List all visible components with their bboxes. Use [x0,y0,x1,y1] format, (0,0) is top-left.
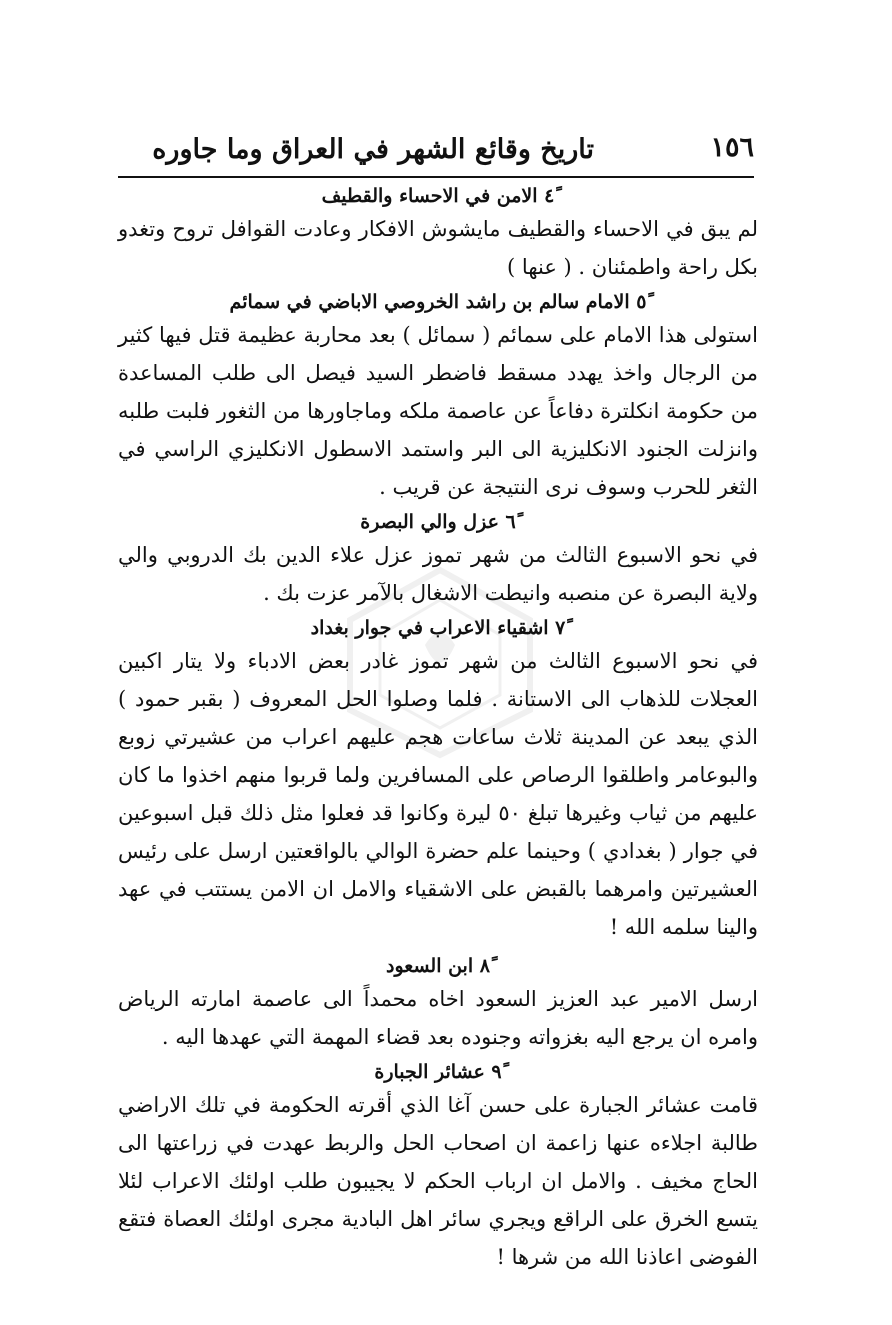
section-7 [118,614,758,946]
section-paragraph: في نحو الاسبوع الثالث من شهر تموز عزل علاء الدين بك الدروبي والي ولاية البصرة عن منصبه وانيطت الاشغال بالآمر عزت بك . [118,543,758,605]
section-6 [118,508,758,612]
section-paragraph: ارسل الامير عبد العزيز السعود اخاه محمداً الى عاصمة امارته الرياض وامره ان يرجع اليه بغزواته وجنوده بعد قضاء المهمة التي عهدها اليه . [118,987,758,1049]
section-heading: ٧ً اشقياء الاعراب في جوار بغداد [310,617,566,639]
section-heading: ٦ً عزل والي البصرة [360,511,516,533]
section-8 [118,952,758,1056]
article-body [118,182,758,1278]
section-paragraph: قامت عشائر الجبارة على حسن آغا الذي أقرته الحكومة في تلك الاراضي طالبة اجلاءه عنها زاعمة ان اصحاب الحل والربط عهدت في زراعتها الى الحاج مخيف . والامل ان ارباب الحكم لا يجيبون طلب اولئك الاعراب لئلا يتسع الخرق على الراقع ويجري سائر اهل البادية مجرى اولئك العصاة فتقع الفوضى اعاذنا الله من شرها ! [118,1093,758,1269]
page-number: ١٥٦ [710,132,754,163]
running-title: تاريخ وقائع الشهر في العراق وما جاوره [152,134,594,165]
section-paragraph: في نحو الاسبوع الثالث من شهر تموز غادر بعض الادباء ولا يتار اكبين العجلات للذهاب الى الاستانة . فلما وصلوا الحل المعروف ( بقبر حمود ) الذي يبعد عن المدينة ثلاث ساعات هجم عليهم اعراب من عشيرتي زوبع والبوعامر واطلقوا الرصاص على المسافرين ولما قربوا منهم اخذوا ما كان عليهم من ثياب وغيرها تبلغ ٥٠ ليرة وكانوا قد فعلوا مثل ذلك قبل اسبوعين في جوار ( بغدادي ) وحينما علم حضرة الوالي بالواقعتين ارسل على رئيس العشيرتين وامرهما بالقبض على الاشقياء والامل ان الامن يستتب في عهد والينا سلمه الله ! [118,649,759,939]
section-heading: ٥ً الامام سالم بن راشد الخروصي الاباضي في سمائم [229,291,647,313]
page-header [118,128,754,172]
section-4 [118,182,758,286]
section-heading: ٨ً ابن السعود [386,955,490,977]
header-rule [118,176,754,178]
section-heading: ٤ً الامن في الاحساء والقطيف [321,185,555,207]
section-9 [118,1058,758,1276]
section-5 [118,288,758,506]
section-paragraph: لم يبق في الاحساء والقطيف مايشوش الافكار وعادت القوافل تروح وتغدو بكل راحة واطمئنان . ( عنها ) [118,217,758,279]
section-heading: ٩ً عشائر الجبارة [374,1061,502,1083]
section-paragraph: استولى هذا الامام على سمائم ( سمائل ) بعد محاربة عظيمة قتل فيها كثير من الرجال واخذ يهدد مسقط فاضطر السيد فيصل الى طلب المساعدة من حكومة انكلترة دفاعاً عن عاصمة ملكه وماجاورها من الثغور فلبت طلبه وانزلت الجنود الانكليزية الى البر واستمد الاسطول الانكليزي الراسي في الثغر للحرب وسوف نرى النتيجة عن قريب . [118,323,758,499]
